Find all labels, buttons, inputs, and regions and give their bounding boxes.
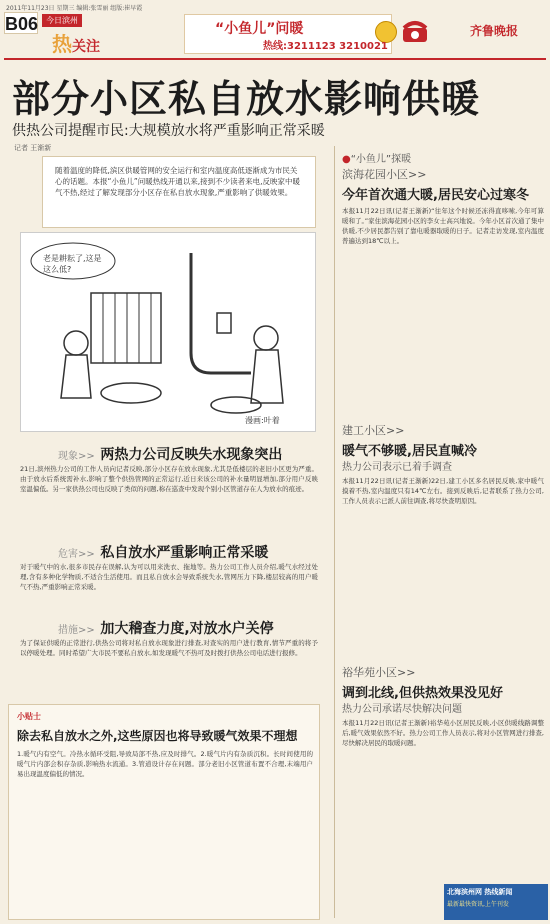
right-title-1: 今年首次通大暖,居民安心过寒冬 [342,188,529,203]
right-location-3: 裕华苑小区>> [342,666,416,679]
section-title-text: 加大稽查力度,对放水户关停 [100,621,274,637]
right-tag: ●“小鱼儿”探暖 [342,154,412,165]
hotline-box [184,14,392,54]
right-subtitle-3: 热力公司承诺尽快解决问题 [342,704,462,715]
tips-box [8,704,320,920]
ad-line-1: 北海滨州网 热线新闻 [447,888,513,896]
tips-body: 1.暖气内有空气。冷热水循环受阻,导致局部不热,应及时排气。2.暖气片内有杂质沉积。长时间使用的暖气片内部会积存杂质,影响热水流通。3.管道设计存在问题。部分老旧小区管道布置不合理,末端用户易出现温度偏低的情况。 [17,750,313,778]
tips-tag: 小贴士 [17,712,41,721]
right-body-2: 本报11月22日讯(记者王渐新)22日,建工小区多名居民反映,家中暖气摸着不热,室内温度只有14℃左右。接到反映后,记者联系了热力公司,工作人员表示已派人前往调查,将尽快查明原因。 [342,477,544,505]
cartoon-caption: 漫画:叶着 [245,416,280,425]
dateline: 2011年11月23日 星期三 编辑:张雪丽 组版:崔早霞 [6,5,143,12]
section-body: 为了保证供暖的正常进行,供热公司将对私自放水现象进行排查,对查实的用户进行教育,情节严重的将予以停暖处理。同时希望广大市民不要私自放水,如发现暖气不热可及时拨打供热公司电话进行报修。 [20,639,318,657]
ad-line-2: 最新最快资讯,上午刊发 [447,901,509,908]
section-title-text: 私自放水严重影响正常采暖 [100,545,269,561]
advertisement-box [444,884,548,920]
header-rule [4,58,546,60]
right-location-2: 建工小区>> [342,424,405,437]
right-body-3: 本报11月22日讯(记者王渐新)裕华苑小区居民反映,小区供暖线路调整后,暖气效果依然不好。热力公司工作人员表示,将对小区管网进行排查,尽快解决居民的取暖问题。 [342,719,544,747]
sub-headline: 供热公司提醒市民:大规模放水将严重影响正常采暖 [12,123,325,139]
lead-paragraph: 随着温度的降低,滨区供暖管网的安全运行和室内温度高低逐渐成为市民关心的话题。本报“小鱼儿”问暖热线开通以来,接到不少读者来电,反映家中暖气不热,经过了解发现部分小区存在私自放水现象,严重影响了供暖效果。 [42,156,316,228]
newspaper-brand: 齐鲁晚报 [470,24,519,38]
section-body: 对于暖气中的水,很多市民存在误解,认为可以用来洗衣、拖地等。热力公司工作人员介绍,暖气水经过处理,含有多种化学物质,不适合生活使用。而且私自放水会导致系统失水,管网压力下降,楼层较高的用户暖气不热,严重影响正常采暖。 [20,563,318,591]
page-number: B06 [5,14,39,34]
right-title-2: 暖气不够暖,居民直喊冷 [342,444,477,459]
section-title [52,28,100,57]
right-title-3: 调到北线,但供热效果没见好 [342,686,503,701]
tips-title: 除去私自放水之外,这些原因也将导致暖气效果不理想 [17,729,298,743]
section-name-big: 热 [52,32,72,56]
telephone-icon [400,16,430,46]
cartoon-speech: 老是耕耘了,这是这么低? [43,254,102,274]
hotline-title: “小鱼儿”问暖 [215,21,304,37]
section-label: 现象>> [58,451,95,462]
column-divider [334,146,335,918]
cartoon-illustration [20,232,316,432]
main-headline: 部分小区私自放水影响供暖 [12,77,481,121]
page-header [0,12,550,58]
section-heading-harm [58,542,268,562]
right-location-1: 滨海花园小区>> [342,168,427,181]
right-body-1: 本报11月22日讯(记者王渐新)“往年这个时候还冻得直哆嗦,今年可算暖和了。”家住滨海花园小区的李女士高兴地说。今年小区首次通了集中供暖,不少居民都告别了靠电暖器取暖的日子。记者走访发现,室内温度普遍达到18℃以上。 [342,207,544,245]
section-label: 措施>> [58,625,95,636]
section-name-rest: 关注 [72,39,100,55]
right-subtitle-2: 热力公司表示已着手调查 [342,462,452,473]
byline: 记者 王渐新 [14,144,52,152]
section-heading-phenomenon [58,444,282,464]
hotline-number: 热线:3211123 3210021 [263,41,388,52]
section-title-text: 两热力公司反映失水现象突出 [100,447,283,463]
today-tag: 今日滨州 [42,14,82,27]
section-heading-measures [58,618,274,638]
section-label: 危害>> [58,549,95,560]
section-body: 21日,滨州热力公司的工作人员向记者反映,部分小区存在放水现象,尤其是低楼层的老旧小区更为严重。由于放水后系统需补水,影响了整个供热管网的正常运行,近日来该公司的补水量明显增加,部分用户反映室温偏低。另一家供热公司也反映了类似的问题,称在巡查中发现个别小区管道存在人为放水的痕迹。 [20,465,318,493]
